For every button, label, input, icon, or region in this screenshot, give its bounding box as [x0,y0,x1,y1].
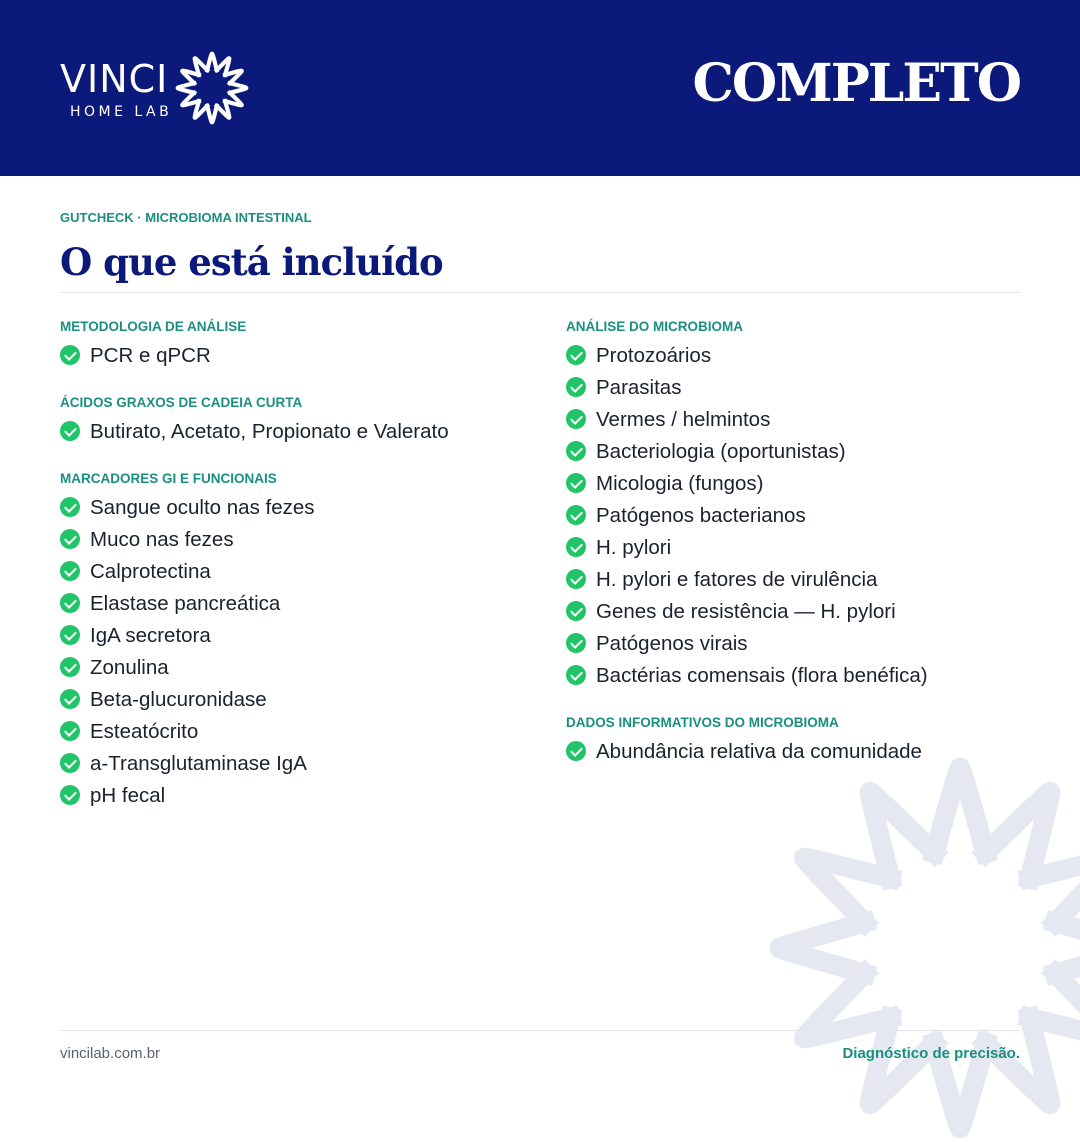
item-label: Muco nas fezes [90,528,234,551]
check-circle-icon [60,689,80,709]
item-label: H. pylori [596,536,672,559]
item-label: Zonulina [90,656,169,679]
list-item [60,652,540,684]
footer-tagline: Diagnóstico de precisão. [842,1045,1020,1062]
item-label: Elastase pancreática [90,592,281,615]
list-item [566,564,1046,596]
list-item [60,780,540,812]
item-label: PCR e qPCR [90,344,211,367]
petal [1020,858,1080,930]
page-title: O que está incluído [60,240,443,284]
check-circle-icon [566,473,586,493]
item-label: Esteatócrito [90,720,199,743]
section [60,470,540,812]
brand-name: VINCI [60,57,169,101]
list-item [60,416,540,448]
list-item [566,340,1046,372]
section [566,318,1046,692]
check-circle-icon [566,377,586,397]
check-circle-icon [60,721,80,741]
check-circle-icon [566,345,586,365]
check-circle-icon [566,569,586,589]
list-item [60,340,540,372]
item-label: Bactérias comensais (flora benéfica) [596,664,928,687]
item-list [60,340,540,372]
list-item [60,748,540,780]
list-item [566,404,1046,436]
section-title: DADOS INFORMATIVOS DO MICROBIOMA [566,715,839,730]
item-label: Genes de resistência — H. pylori [596,600,896,623]
list-item [566,532,1046,564]
check-circle-icon [60,529,80,549]
check-circle-icon [566,633,586,653]
title-divider [60,292,1020,293]
right-column [566,318,1046,790]
item-label: Micologia (fungos) [596,472,764,495]
item-list [566,340,1046,692]
star-flower-watermark-icon [760,748,1080,1148]
check-circle-icon [566,537,586,557]
check-circle-icon [60,593,80,613]
check-circle-icon [60,753,80,773]
section [60,394,540,448]
section-title: METODOLOGIA DE ANÁLISE [60,319,247,334]
check-circle-icon [60,421,80,441]
list-item [566,660,1046,692]
brand-logo [60,48,260,128]
check-circle-icon [60,497,80,517]
check-circle-icon [60,785,80,805]
list-item [566,736,1046,768]
item-label: IgA secretora [90,624,211,647]
list-item [566,436,1046,468]
list-item [60,620,540,652]
left-column [60,318,540,834]
item-list [566,736,1046,768]
check-circle-icon [60,657,80,677]
check-circle-icon [566,505,586,525]
item-label: H. pylori e fatores de virulência [596,568,878,591]
item-label: Calprotectina [90,560,211,583]
section [566,714,1046,768]
list-item [60,524,540,556]
petal [223,71,242,85]
list-item [566,628,1046,660]
item-label: Bacteriologia (oportunistas) [596,440,846,463]
list-item [60,492,540,524]
list-item [60,588,540,620]
section-title: MARCADORES GI E FUNCIONAIS [60,471,277,486]
check-circle-icon [566,409,586,429]
header-banner [0,0,1080,176]
item-label: pH fecal [90,784,166,807]
item-list [60,492,540,812]
eyebrow-label: GUTCHECK · MICROBIOMA INTESTINAL [60,210,312,225]
item-label: Patógenos virais [596,632,748,655]
item-label: Butirato, Acetato, Propionato e Valerato [90,420,449,443]
list-item [566,500,1046,532]
brand-subtitle: HOME LAB [70,104,173,120]
check-circle-icon [60,561,80,581]
check-circle-icon [566,601,586,621]
list-item [60,684,540,716]
item-label: Abundância relativa da comunidade [596,740,922,763]
item-list [60,416,540,448]
list-item [566,596,1046,628]
plan-label: COMPLETO [692,53,1020,114]
item-label: Parasitas [596,376,682,399]
item-label: Patógenos bacterianos [596,504,806,527]
check-circle-icon [60,345,80,365]
check-circle-icon [566,441,586,461]
footer-divider [60,1030,1020,1031]
star-flower-logo-icon [174,50,250,126]
check-circle-icon [566,665,586,685]
check-circle-icon [566,741,586,761]
list-item [566,468,1046,500]
item-label: Sangue oculto nas fezes [90,496,315,519]
footer-url: vincilab.com.br [60,1045,161,1062]
list-item [60,716,540,748]
item-label: Protozoários [596,344,712,367]
list-item [566,372,1046,404]
item-label: Beta-glucuronidase [90,688,267,711]
list-item [60,556,540,588]
item-label: a-Transglutaminase IgA [90,752,307,775]
item-label: Vermes / helmintos [596,408,771,431]
section [60,318,540,372]
section-title: ÁCIDOS GRAXOS DE CADEIA CURTA [60,395,303,410]
check-circle-icon [60,625,80,645]
section-title: ANÁLISE DO MICROBIOMA [566,319,743,334]
